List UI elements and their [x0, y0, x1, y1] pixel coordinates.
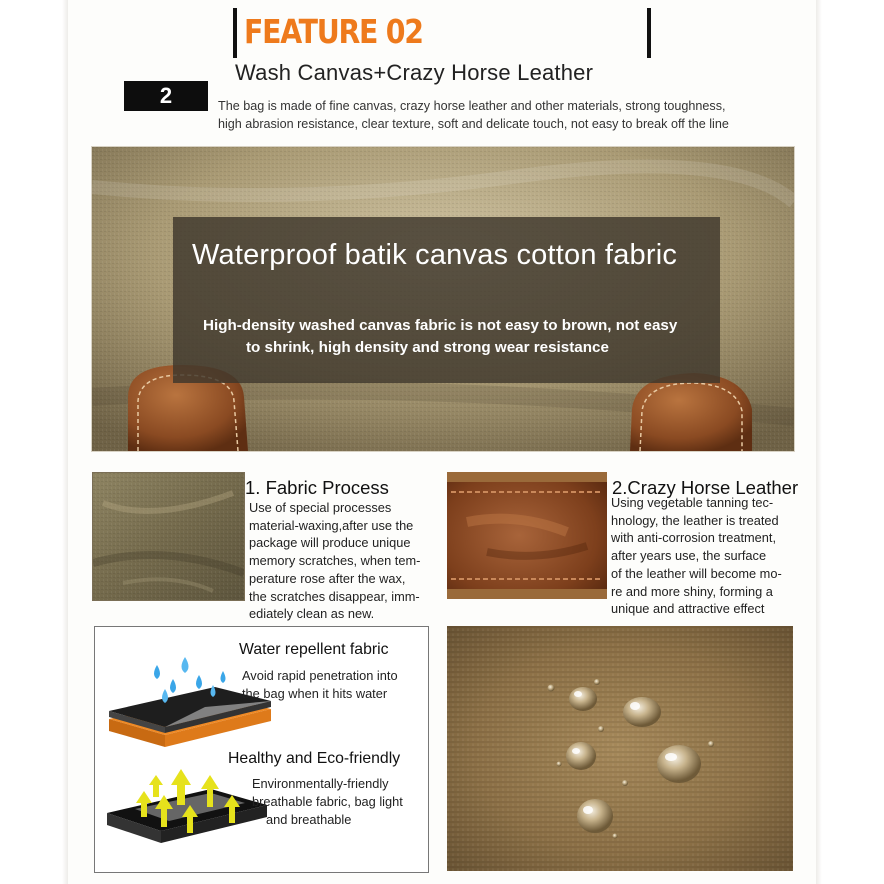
- hero-description-line: to shrink, high density and strong wear resistance: [246, 339, 609, 356]
- leather-line: with anti-corrosion treatment,: [611, 530, 777, 546]
- leather-line: unique and attractive effect: [611, 601, 765, 617]
- features-box: [94, 626, 429, 873]
- eco-text: [252, 775, 427, 829]
- eco-line: breathable fabric, bag light: [252, 794, 403, 809]
- water-repellent-title: Water repellent fabric: [239, 641, 389, 658]
- leather-line: after years use, the surface: [611, 548, 767, 564]
- leather-title: 2.Crazy Horse Leather: [612, 477, 799, 498]
- water-beading-canvas-photo: [447, 626, 793, 871]
- hero-description-line: High-density washed canvas fabric is not easy to brown, not easy: [203, 317, 678, 334]
- leather-line: hnology, the leather is treated: [611, 512, 779, 528]
- fabric-process-line: perature rose after the wax,: [249, 570, 406, 586]
- water-repellent-text: [242, 667, 427, 703]
- header-bar-left: [233, 8, 237, 58]
- breathable-arrows-icon: [107, 769, 267, 843]
- eco-title: Healthy and Eco-friendly: [228, 750, 401, 767]
- leather-line: Using vegetable tanning tec-: [611, 495, 774, 510]
- fabric-process-line: Use of special processes: [249, 500, 392, 515]
- hero-title: Waterproof batik canvas cotton fabric: [192, 239, 678, 271]
- section-subtitle: Wash Canvas+Crazy Horse Leather: [235, 60, 594, 85]
- intro-text: [218, 97, 808, 133]
- fabric-process-title: 1. Fabric Process: [245, 477, 389, 498]
- intro-line: The bag is made of fine canvas, crazy horse leather and other materials, strong toughness,: [218, 99, 726, 113]
- leather-text: [611, 494, 811, 618]
- fabric-process-line: memory scratches, when tem-: [249, 553, 421, 569]
- hero-canvas-image: [91, 146, 795, 452]
- feature-label: FEATURE 02: [244, 12, 423, 51]
- leather-line: of the leather will become mo-: [611, 565, 782, 581]
- water-repellent-line: Avoid rapid penetration into: [242, 668, 398, 683]
- section-number-badge: 2: [124, 81, 208, 111]
- intro-line: high abrasion resistance, clear texture, soft and delicate touch, not easy to break off the line: [218, 117, 729, 131]
- hero-description: [203, 315, 703, 359]
- fabric-process-line: the scratches disappear, imm-: [249, 588, 420, 604]
- leather-line: re and more shiny, forming a: [611, 583, 773, 599]
- leather-swatch-image: [447, 472, 607, 599]
- waxed-canvas-photo: [93, 473, 244, 600]
- fabric-swatch-image: [92, 472, 245, 601]
- eco-line: Environmentally-friendly: [252, 776, 389, 791]
- crazy-horse-leather-photo: [447, 472, 607, 599]
- water-repellent-line: the bag when it hits water: [242, 686, 388, 701]
- eco-line: and breathable: [266, 812, 352, 827]
- fabric-process-text: [249, 499, 444, 623]
- fabric-process-line: package will produce unique: [249, 535, 411, 551]
- header-bar-right: [647, 8, 651, 58]
- fabric-process-line: material-waxing,after use the: [249, 517, 414, 533]
- water-drops-photo: [447, 626, 793, 871]
- hero-overlay: [173, 217, 720, 383]
- fabric-process-line: ediately clean as new.: [249, 606, 375, 622]
